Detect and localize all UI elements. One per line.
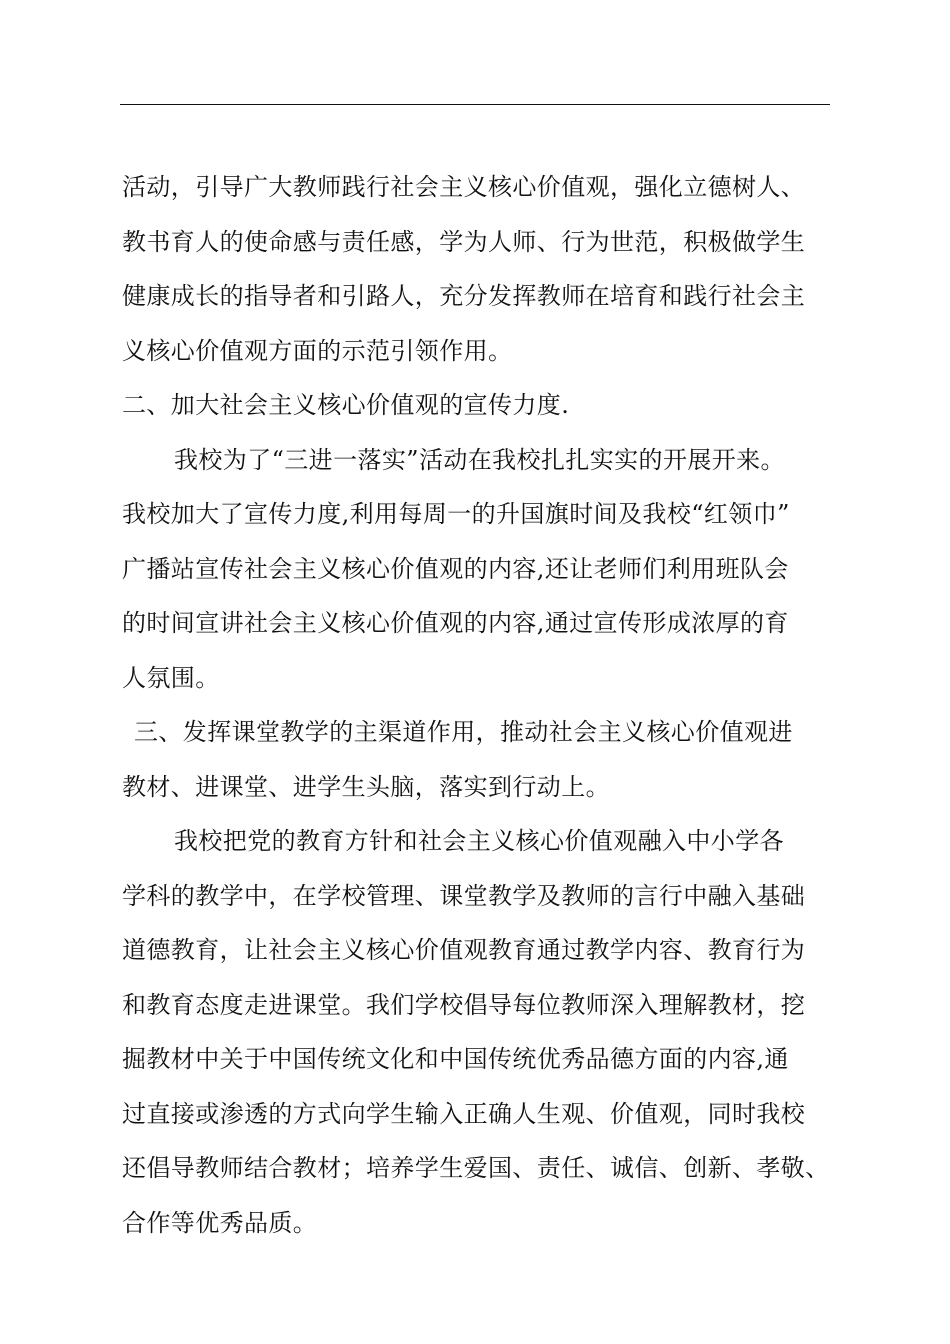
text-line: 掘教材中关于中国传统文化和中国传统优秀品德方面的内容,通 bbox=[122, 1045, 789, 1073]
section-heading: 二、加大社会主义核心价值观的宣传力度. bbox=[122, 391, 570, 419]
text-line: 我校为了“三进一落实”活动在我校扎扎实实的开展开来。 bbox=[174, 445, 785, 474]
text-line: 和教育态度走进课堂。我们学校倡导每位教师深入理解教材，挖 bbox=[122, 990, 806, 1019]
text-line: 活动，引导广大教师践行社会主义核心价值观，强化立德树人、 bbox=[122, 173, 806, 201]
text-line: 合作等优秀品质。 bbox=[122, 1208, 318, 1237]
text-line: 人氛围。 bbox=[122, 663, 220, 692]
document-body bbox=[122, 160, 830, 1250]
text-line: 健康成长的指导者和引路人，充分发挥教师在培育和践行社会主 bbox=[122, 282, 806, 310]
text-line: 道德教育，让社会主义核心价值观教育通过教学内容、教育行为 bbox=[122, 936, 806, 964]
text-line: 我校加大了宣传力度,利用每周一的升国旗时间及我校“红领巾” bbox=[122, 500, 790, 528]
text-line: 过直接或渗透的方式向学生输入正确人生观、价值观，同时我校 bbox=[122, 1099, 806, 1128]
section-heading-continued: 教材、进课堂、进学生头脑，落实到行动上。 bbox=[122, 772, 610, 801]
text-line: 我校把党的教育方针和社会主义核心价值观融入中小学各 bbox=[174, 827, 784, 855]
text-line: 还倡导教师结合教材；培养学生爱国、责任、诚信、创新、孝敬、 bbox=[122, 1154, 830, 1182]
text-line: 义核心价值观方面的示范引领作用。 bbox=[122, 336, 513, 365]
section-heading: 三、发挥课堂教学的主渠道作用，推动社会主义核心价值观进 bbox=[134, 718, 793, 746]
text-line: 学科的教学中，在学校管理、课堂教学及教师的言行中融入基础 bbox=[122, 881, 806, 910]
text-line: 广播站宣传社会主义核心价值观的内容,还让老师们利用班队会 bbox=[122, 554, 789, 583]
text-line: 的时间宣讲社会主义核心价值观的内容,通过宣传形成浓厚的育 bbox=[122, 609, 789, 637]
header-rule bbox=[120, 104, 830, 105]
text-line: 教书育人的使命感与责任感，学为人师、行为世范，积极做学生 bbox=[122, 227, 806, 256]
